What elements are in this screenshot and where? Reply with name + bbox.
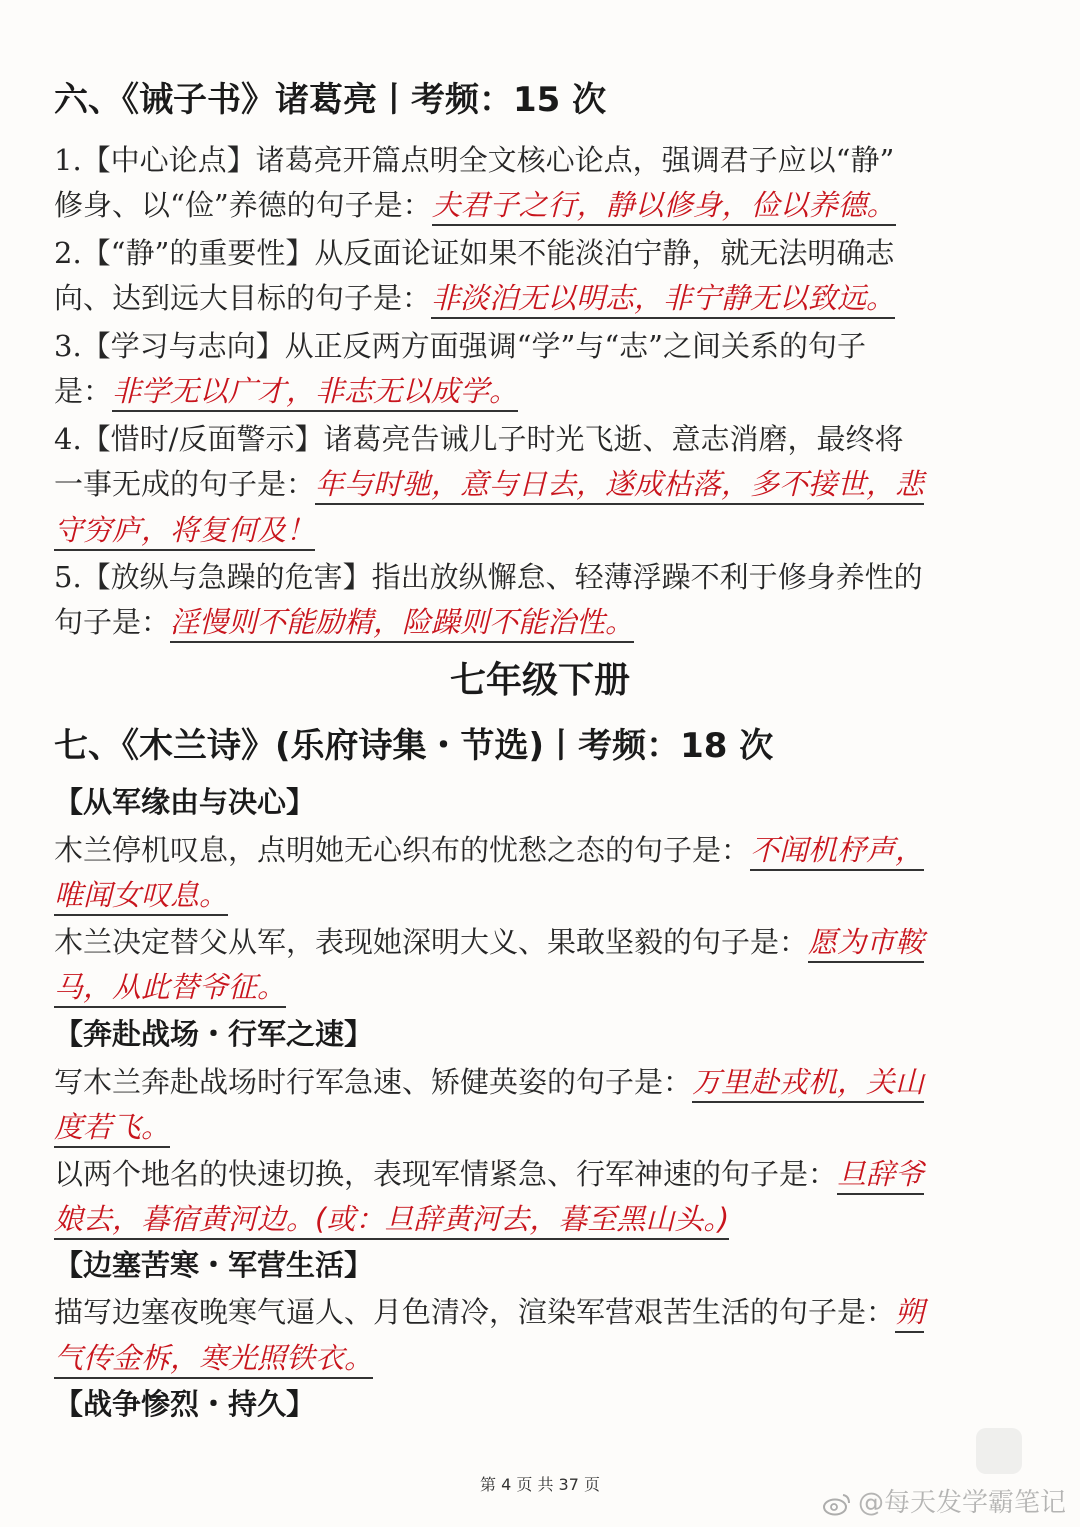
q1-line2: [54, 873, 228, 914]
item1-line2: 修身、以“俭”养德的句子是：夫君子之行，静以修身，俭以养德。: [54, 183, 896, 224]
floating-button-icon[interactable]: [976, 1428, 1022, 1474]
section7-heading: 七、《木兰诗》(乐府诗集・节选)丨考频：18 次: [54, 726, 774, 766]
item3-answer: 非学无以广才，非志无以成学。: [112, 374, 518, 412]
q5-answer-cont: 气传金柝，寒光照铁衣。: [54, 1341, 373, 1379]
q5-line2: [54, 1336, 373, 1377]
q3-line: 写木兰奔赴战场时行军急速、矫健英姿的句子是：万里赴戎机，关山: [54, 1060, 924, 1101]
item4-line2: 一事无成的句子是：年与时驰，意与日去，遂成枯落，多不接世，悲: [54, 462, 924, 503]
grade-title: 七年级下册: [449, 660, 630, 701]
item2-line2: 向、达到远大目标的句子是：非淡泊无以明志，非宁静无以致远。: [54, 276, 895, 317]
subheading-motive: 【从军缘由与决心】: [54, 785, 316, 819]
watermark: [822, 1482, 1066, 1519]
item4-line1: 4.【惜时/反面警示】诸葛亮告诫儿子时光飞逝、意志消磨，最终将: [54, 422, 904, 456]
q1-answer-cont: 唯闻女叹息。: [54, 878, 228, 916]
item1-line1: 1.【中心论点】诸葛亮开篇点明全文核心论点，强调君子应以“静”: [54, 143, 895, 177]
item5-line2: 句子是：淫慢则不能励精，险躁则不能治性。: [54, 600, 634, 641]
subheading-war: 【战争惨烈・持久】: [54, 1387, 316, 1421]
item5-answer: 淫慢则不能励精，险躁则不能治性。: [170, 605, 634, 643]
item3-line2: 是：非学无以广才，非志无以成学。: [54, 369, 518, 410]
page-footer: 第 4 页 共 37 页: [480, 1475, 600, 1494]
subheading-frontier: 【边塞苦寒・军营生活】: [54, 1248, 374, 1282]
weibo-icon: [822, 1492, 852, 1516]
item2-answer: 非淡泊无以明志，非宁静无以致远。: [431, 281, 895, 319]
subheading-march: 【奔赴战场・行军之速】: [54, 1017, 374, 1051]
item3-line1: 3.【学习与志向】从正反两方面强调“学”与“志”之间关系的句子: [54, 329, 866, 363]
q1-line: 木兰停机叹息，点明她无心织布的忧愁之态的句子是：不闻机杼声，: [54, 828, 924, 869]
q2-answer: 愿为市鞍: [808, 925, 924, 963]
watermark-text: @每天发学霸笔记: [857, 1488, 1066, 1518]
q4-answer: 旦辞爷: [837, 1157, 924, 1195]
q1-answer: 不闻机杼声，: [750, 833, 924, 871]
item4-answer-cont: 守穷庐，将复何及！: [54, 513, 315, 551]
q3-answer-cont: 度若飞。: [54, 1110, 170, 1148]
item4-line3: [54, 508, 315, 549]
q5-line: 描写边塞夜晚寒气逼人、月色清冷，渲染军营艰苦生活的句子是：朔: [54, 1290, 924, 1331]
section6-heading: 六、《诫子书》诸葛亮丨考频：15 次: [54, 80, 607, 120]
q4-line2: [54, 1197, 729, 1238]
item2-line1: 2.【“静”的重要性】从反面论证如果不能淡泊宁静，就无法明确志: [54, 236, 895, 270]
q3-line2: [54, 1105, 170, 1146]
q2-line: 木兰决定替父从军，表现她深明大义、果敢坚毅的句子是：愿为市鞍: [54, 920, 924, 961]
q4-line: 以两个地名的快速切换，表现军情紧急、行军神速的句子是：旦辞爷: [54, 1152, 924, 1193]
item5-line1: 5.【放纵与急躁的危害】指出放纵懈怠、轻薄浮躁不利于修身养性的: [54, 560, 923, 594]
item4-answer: 年与时驰，意与日去，遂成枯落，多不接世，悲: [315, 467, 924, 505]
q3-answer: 万里赴戎机，关山: [692, 1065, 924, 1103]
q2-answer-cont: 马，从此替爷征。: [54, 970, 286, 1008]
item1-answer: 夫君子之行，静以修身，俭以养德。: [432, 188, 896, 226]
q2-line2: [54, 965, 286, 1006]
q5-answer: 朔: [895, 1295, 924, 1333]
q4-answer-cont: 娘去，暮宿黄河边。(或：旦辞黄河去，暮至黑山头。): [54, 1202, 729, 1240]
